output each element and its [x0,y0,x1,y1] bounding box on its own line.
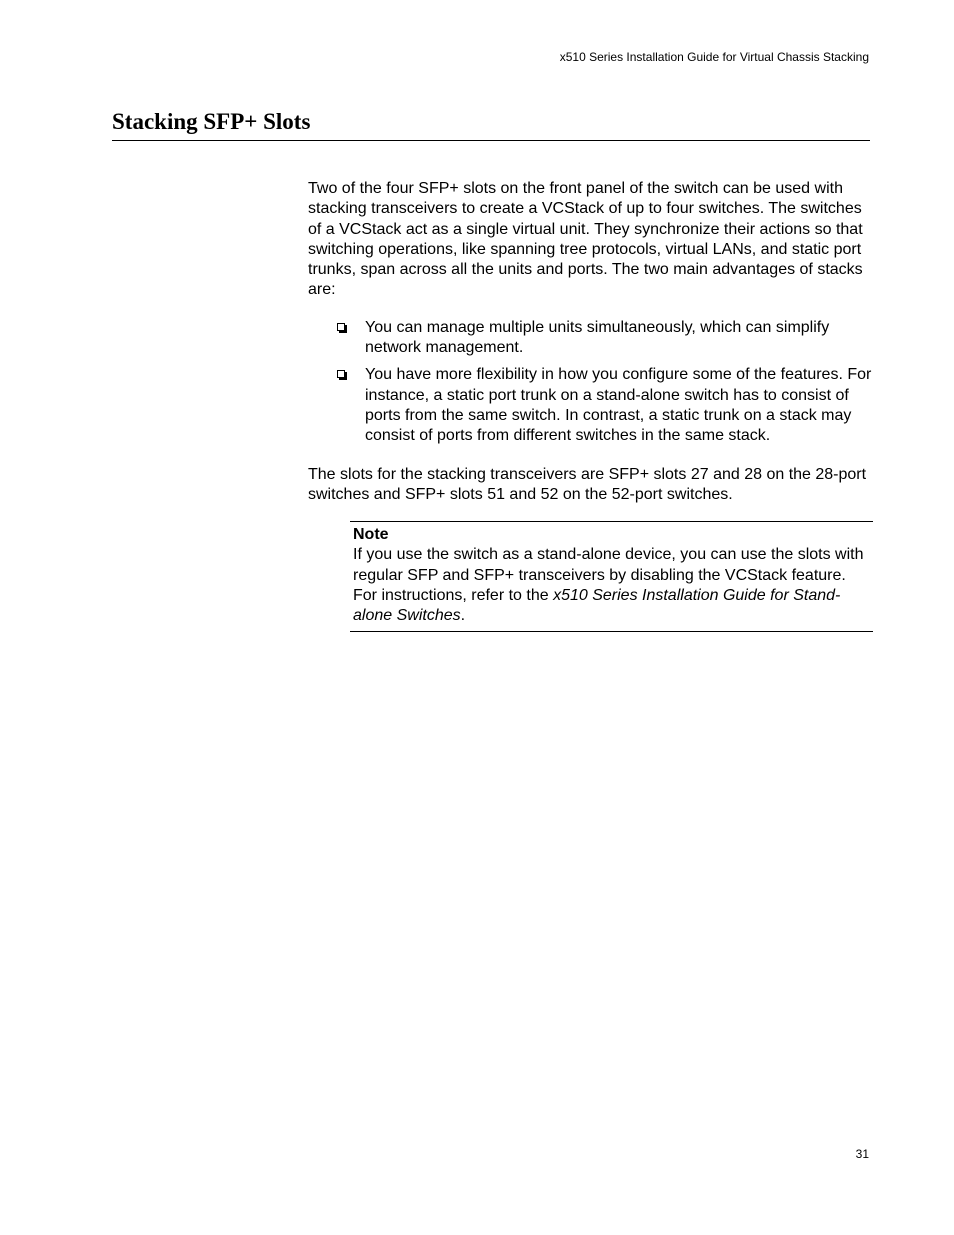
note-box [350,521,873,631]
note-reference: x510 Series Installation Guide for Stand-alone Switches [353,587,841,625]
checkbox-bullet-icon [337,370,345,378]
checkbox-bullet-icon [337,323,345,331]
slots-paragraph: The slots for the stacking transceivers are SFP+ slots 27 and 28 on the 28-port switches and SFP+ slots 51 and 52 on the 52-port switches. [308,465,867,503]
note-text-start: If you use the switch as a stand-alone device, you can use the slots with regular SFP and SFP+ transceivers by disabling the VCStack feature. For instructions, refer to the [353,546,864,605]
list-item-text: You can manage multiple units simultaneously, which can simplify network management. [365,318,830,357]
advantages-list [308,318,873,447]
body-content [308,179,873,632]
intro-paragraph: Two of the four SFP+ slots on the front panel of the switch can be used with stacking transceivers to create a VCStack of up to four switches. The switches of a VCStack act as a single virtual unit. They synchronize their actions so that switching operations, like spanning tree protocols, virtual LANs, and static port trunks, span across all the units and ports. The two main advantages of stacks are: [308,180,863,299]
list-item [308,318,873,359]
page-number: 31 [855,1147,869,1161]
title-rule [112,140,870,141]
list-item [308,365,873,446]
running-header: x510 Series Installation Guide for Virtual Chassis Stacking [559,50,869,64]
section-title: Stacking SFP+ Slots [112,109,311,134]
list-item-text: You have more flexibility in how you configure some of the features. For instance, a static port trunk on a stand-alone switch has to consist of ports from the same switch. In contrast, a static trunk on a stack may consist of ports from different switches in the same stack. [365,366,872,445]
note-text [353,545,873,626]
note-text-end: . [460,607,466,625]
note-label: Note [353,526,389,544]
